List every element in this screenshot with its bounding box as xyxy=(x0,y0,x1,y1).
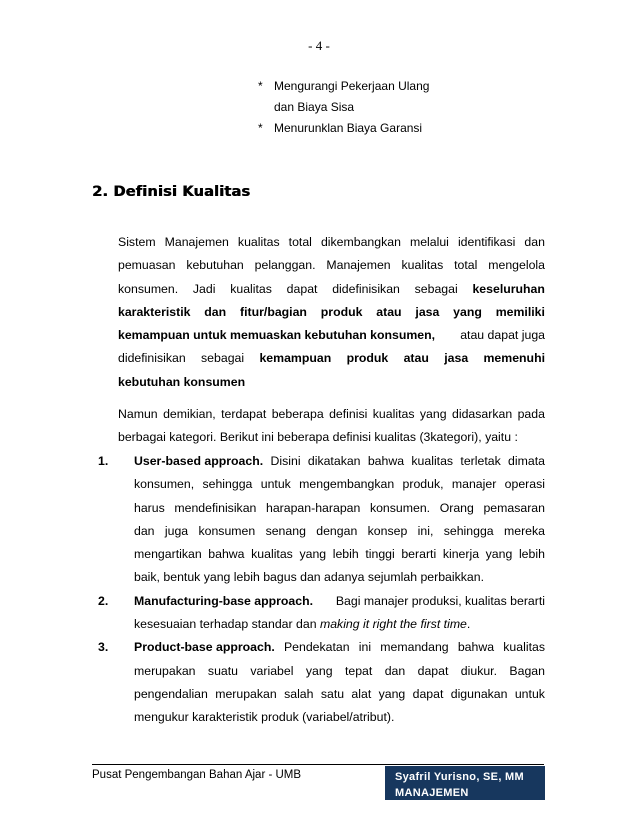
text-line xyxy=(118,254,545,277)
text-line xyxy=(118,231,545,254)
word: kualitas xyxy=(230,281,272,296)
word: pengendalian xyxy=(134,686,208,701)
word: konsumen, xyxy=(134,477,195,492)
word: definisi xyxy=(329,407,368,421)
page-number: - 4 - xyxy=(308,38,330,53)
word: Namun xyxy=(118,407,158,421)
word: dengan xyxy=(316,523,358,538)
footer-publisher: Pusat Pengembangan Bahan Ajar - UMB xyxy=(92,769,302,781)
word: dan xyxy=(384,663,406,678)
word: lebih xyxy=(332,547,359,562)
word: ini, xyxy=(417,523,434,538)
word: dapat xyxy=(286,281,318,296)
word: total xyxy=(454,258,478,273)
word: sebagai xyxy=(414,281,458,296)
word: diukur. xyxy=(460,663,498,678)
word: produk xyxy=(346,351,389,366)
text-line xyxy=(134,473,545,496)
word: Manajemen xyxy=(164,235,229,249)
word: Pendekatan xyxy=(283,640,350,655)
text-line xyxy=(118,403,545,426)
word: harapan-harapan xyxy=(265,500,361,515)
word: satu xyxy=(320,686,345,701)
word: dimata xyxy=(508,454,545,468)
word: yang xyxy=(299,547,327,562)
word: tinggi xyxy=(365,547,395,562)
bullet-item-continuation: dan Biaya Sisa xyxy=(274,100,355,114)
word: produk, xyxy=(402,477,444,492)
word: untuk xyxy=(260,477,291,492)
word: memandang xyxy=(380,640,449,655)
intro-paragraph xyxy=(118,403,545,450)
word: konsep xyxy=(367,523,408,538)
word: mengartikan xyxy=(134,547,202,562)
word: dapat xyxy=(412,686,444,701)
word: bahwa xyxy=(367,454,405,468)
footer-rule xyxy=(92,764,544,765)
bullet-marker: * xyxy=(258,121,263,135)
footer-author-box xyxy=(385,766,545,815)
word: yang xyxy=(419,407,447,421)
text-line: didefinisikan sebagai kemampuan produk atau jasa memenuhi xyxy=(118,347,545,370)
word: memenuhi xyxy=(483,351,545,366)
word: mendefinisikan xyxy=(174,500,257,515)
list-item xyxy=(98,590,545,637)
word: dan xyxy=(204,304,227,319)
word: merupakan xyxy=(134,663,196,678)
list-number: 3. xyxy=(98,640,109,655)
word: melalui xyxy=(409,235,449,249)
word: bahwa xyxy=(208,547,245,562)
word: atau xyxy=(403,351,429,366)
word: kualitas xyxy=(237,235,280,249)
word: juga xyxy=(164,523,189,538)
word: bahwa xyxy=(457,640,495,655)
bullet-list xyxy=(258,76,429,139)
word: Jadi xyxy=(192,281,216,296)
word: yang xyxy=(453,304,482,319)
word: kualitas xyxy=(411,454,454,468)
word: senang xyxy=(265,523,306,538)
text-line: baik, bentuk yang lebih bagus dan adanya sejumlah perbaikkan. xyxy=(134,570,485,585)
word: merupakan xyxy=(215,686,277,701)
word: pada xyxy=(517,407,545,421)
word: sehingga xyxy=(443,523,494,538)
word: dan xyxy=(134,523,155,538)
bullet-item: * Mengurangi Pekerjaan Ulang xyxy=(258,76,429,97)
word: konsumen. xyxy=(369,500,431,515)
word: jasa xyxy=(415,304,440,319)
word: dan xyxy=(524,235,545,249)
list-number: 2. xyxy=(98,593,109,608)
list-item xyxy=(98,636,545,729)
word: keseluruhan xyxy=(472,281,545,296)
text-line: Manufacturing-base approach. Bagi manajer produksi, kualitas berarti xyxy=(134,593,545,608)
word: harus xyxy=(134,500,165,515)
text-line xyxy=(134,497,545,520)
definition-paragraph xyxy=(118,231,545,394)
word: berarti xyxy=(401,547,437,562)
text-line: kemampuan untuk memuaskan kebutuhan konsumen, atau dapat juga xyxy=(118,328,545,343)
word: identifikasi xyxy=(457,235,516,249)
word: mengelola xyxy=(488,258,545,273)
text-line: mengukur karakteristik produk (variabel/atribut). xyxy=(134,710,395,725)
word: alat xyxy=(351,686,372,701)
word: konsumen. xyxy=(118,281,179,296)
word: konsumen xyxy=(198,523,256,538)
word: tepat xyxy=(344,663,373,678)
word: yang xyxy=(305,663,333,678)
text-line xyxy=(134,520,545,543)
word: didefinisikan xyxy=(332,281,400,296)
word: mengembangkan xyxy=(299,477,395,492)
word: didasarkan xyxy=(452,407,513,421)
text-line: User-based approach. Disini dikatakan bahwa kualitas terletak dimata xyxy=(134,450,545,473)
word: demikian, xyxy=(163,407,216,421)
word: terdapat xyxy=(221,407,267,421)
word: kemampuan xyxy=(259,351,332,366)
word: digunakan xyxy=(450,686,508,701)
text-line xyxy=(134,660,545,683)
word: mereka xyxy=(503,523,545,538)
list-item xyxy=(98,450,545,590)
word: operasi xyxy=(504,477,545,492)
word: kualitas xyxy=(503,640,545,655)
word: ini xyxy=(358,640,372,655)
text-line: kesesuaian terhadap standar dan making it right the first time. xyxy=(134,617,471,632)
word: dikembangkan xyxy=(320,235,401,249)
word: Manajemen xyxy=(326,258,391,273)
word: terletak xyxy=(460,454,501,468)
list-number: 1. xyxy=(98,454,109,468)
text-line xyxy=(134,543,545,566)
word: yang xyxy=(485,547,513,562)
word: total xyxy=(288,235,312,249)
word: kualitas xyxy=(401,258,444,273)
footer-author: Syafril Yurisno, SE, MM xyxy=(395,771,524,783)
word: salah xyxy=(284,686,314,701)
section-heading: 2. Definisi Kualitas xyxy=(92,184,251,200)
word: karakteristik xyxy=(118,304,191,319)
text-line xyxy=(118,301,545,324)
word: kinerja xyxy=(442,547,480,562)
text-line: berbagai kategori. Berikut ini beberapa definisi kualitas (3kategori), yaitu : xyxy=(118,430,518,445)
word: Sistem xyxy=(118,235,156,249)
word: sehingga xyxy=(202,477,253,492)
text-line xyxy=(134,683,545,706)
word: pelanggan. xyxy=(254,258,316,273)
text-line: Product-base approach. Pendekatan ini memandang bahwa kualitas xyxy=(134,636,545,659)
word: dikatakan xyxy=(307,454,361,468)
word: produk xyxy=(320,304,363,319)
word: fitur/bagian xyxy=(240,304,307,319)
word: jasa xyxy=(444,351,469,366)
word: variabel xyxy=(250,663,294,678)
word: pemasaran xyxy=(483,500,545,515)
word: lebih xyxy=(518,547,545,562)
word: Disini xyxy=(270,454,301,468)
text-line xyxy=(118,278,545,301)
word: kualitas xyxy=(372,407,415,421)
word: beberapa xyxy=(271,407,324,421)
bullet-item: * Menurunklan Biaya Garansi xyxy=(258,118,429,139)
bullet-marker: * xyxy=(258,79,263,93)
word: yang xyxy=(378,686,406,701)
word: Orang xyxy=(439,500,474,515)
footer-course: MANAJEMEN OPRASIONAL xyxy=(395,787,472,815)
text-line: kebutuhan konsumen xyxy=(118,374,246,389)
word: manajer xyxy=(451,477,497,492)
approach-list xyxy=(98,450,545,730)
word: suatu xyxy=(207,663,239,678)
word: pemuasan xyxy=(118,258,176,273)
word: dapat xyxy=(417,663,449,678)
word: kebutuhan xyxy=(186,258,244,273)
word: kualitas xyxy=(251,547,293,562)
word: Bagan xyxy=(509,663,545,678)
word: untuk xyxy=(514,686,545,701)
word: memiliki xyxy=(495,304,545,319)
word: atau xyxy=(376,304,402,319)
